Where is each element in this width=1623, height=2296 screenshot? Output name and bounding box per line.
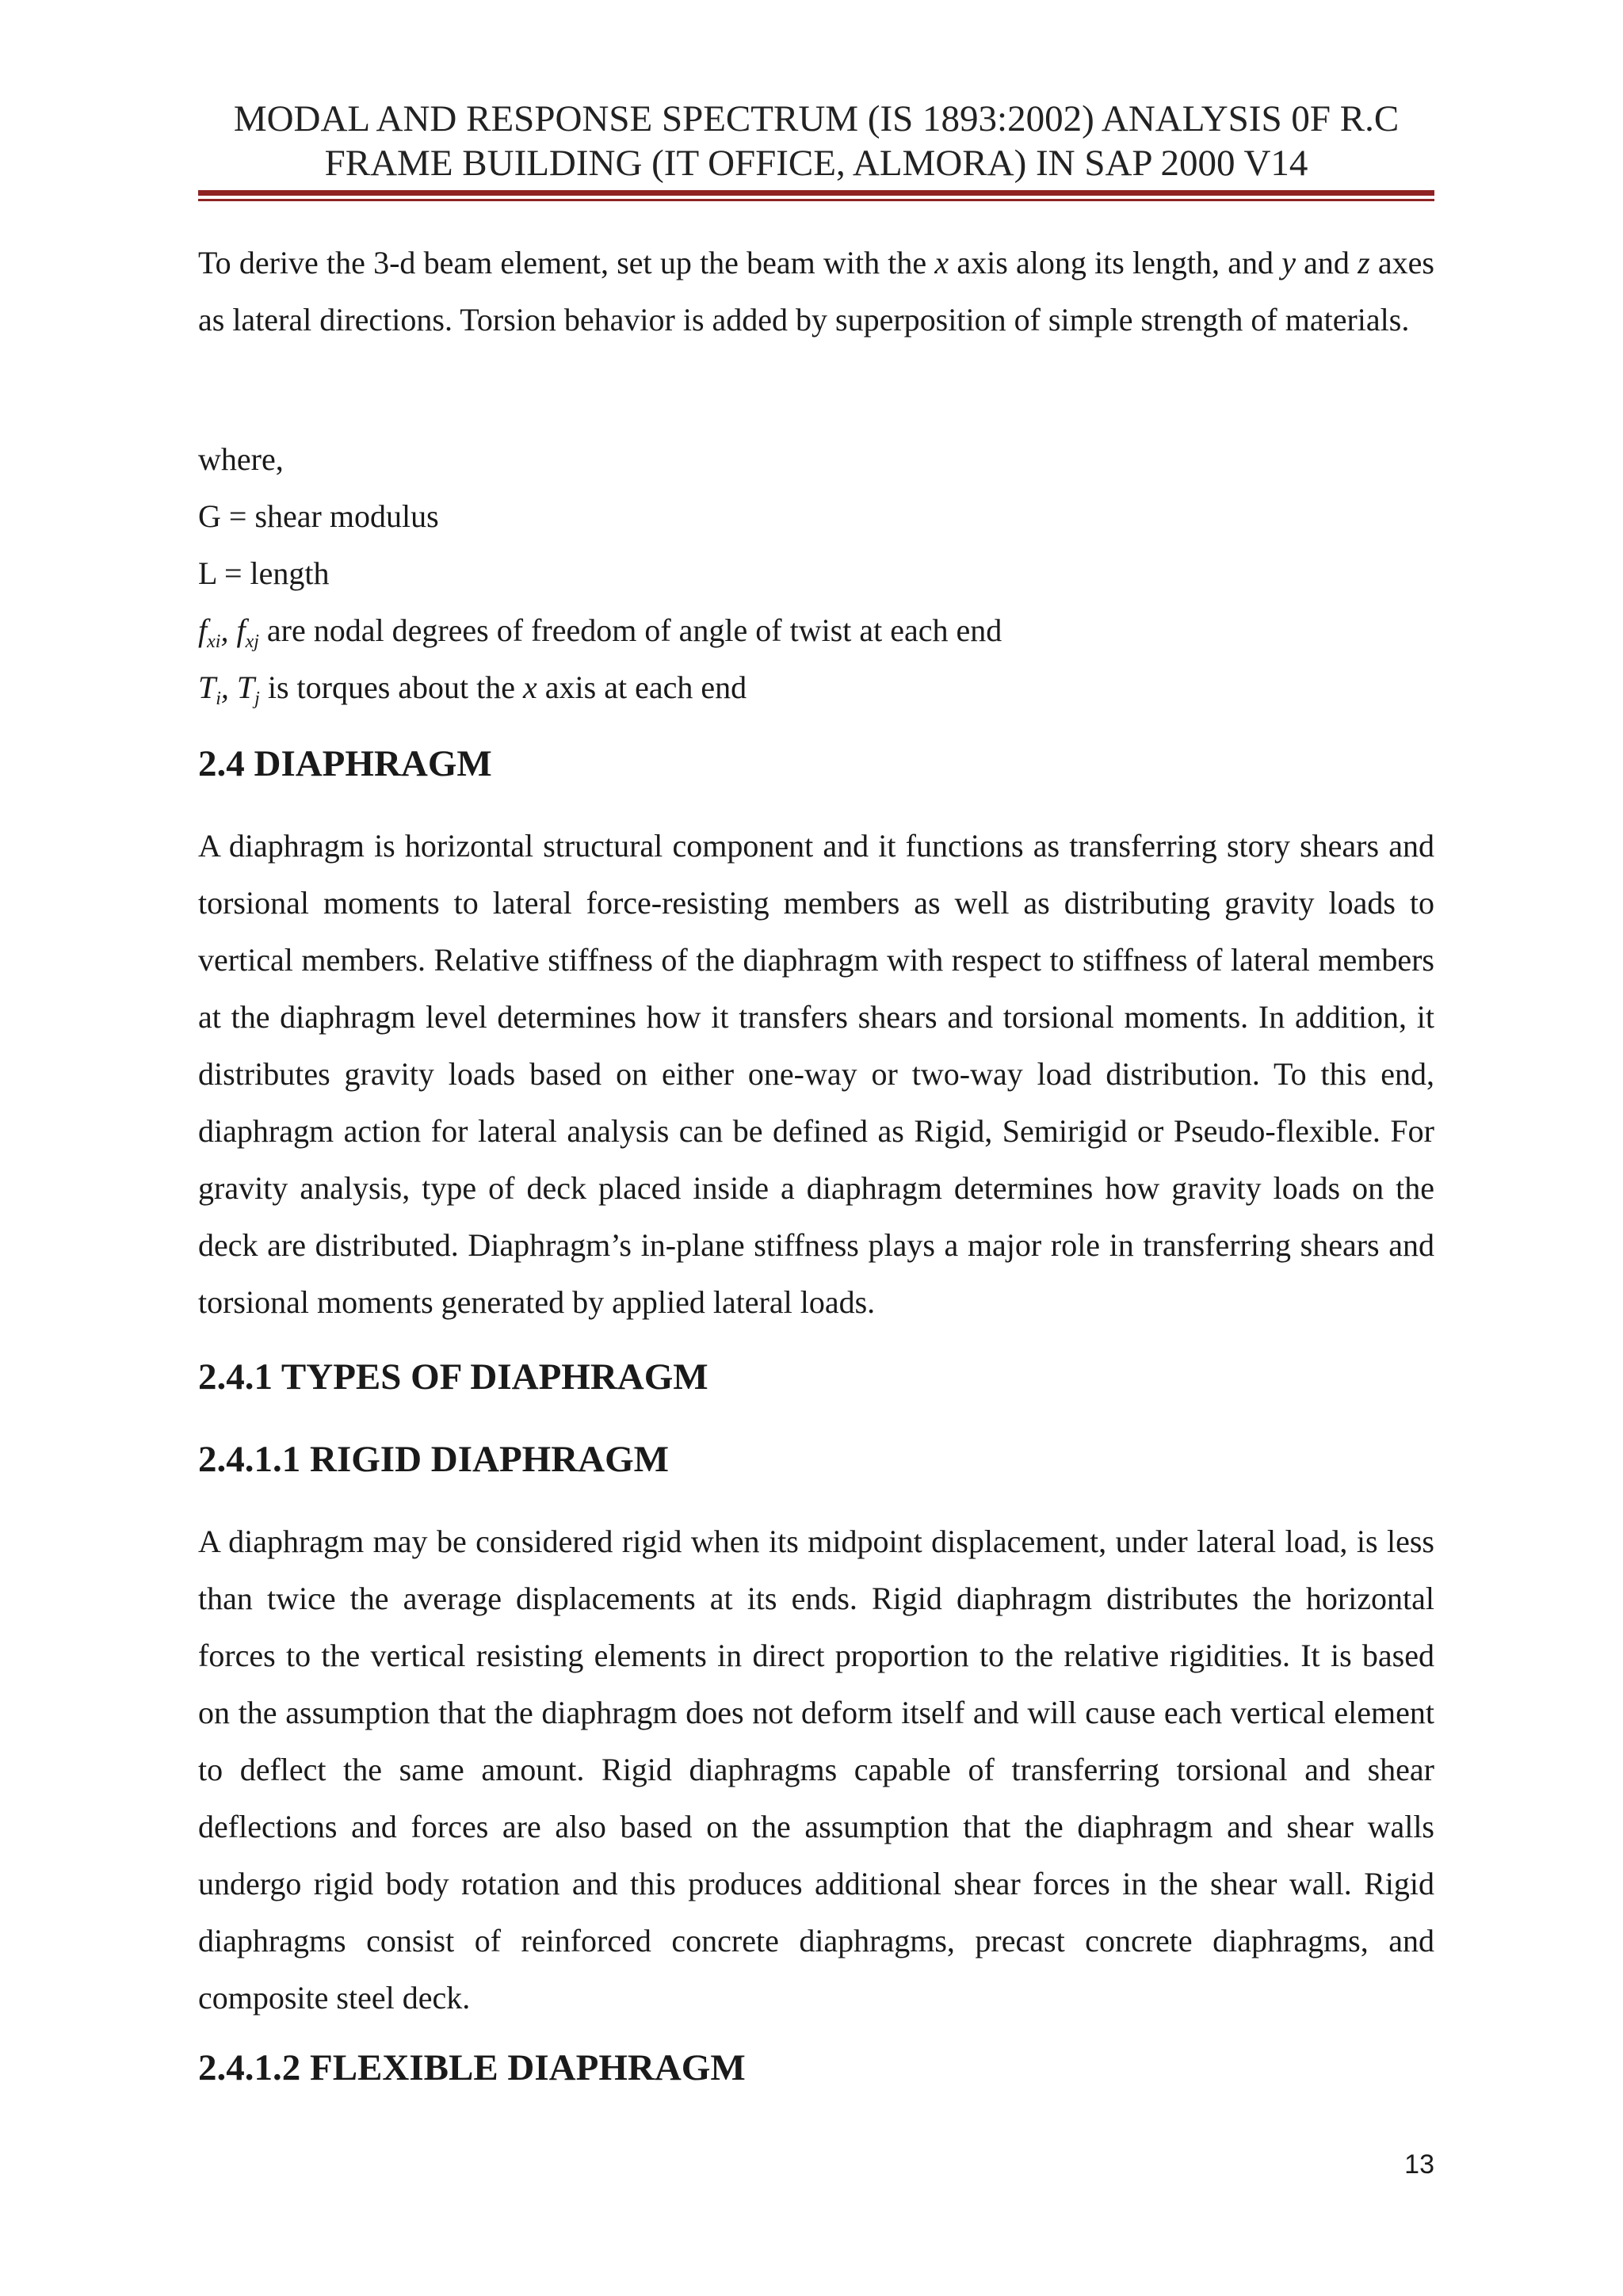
- header-line-2: FRAME BUILDING (IT OFFICE, ALMORA) IN SAP 2000 V14: [324, 143, 1308, 184]
- section-heading-2-4-1-2: 2.4.1.2 FLEXIBLE DIAPHRAGM: [198, 2047, 746, 2088]
- where-label: where,: [198, 441, 284, 477]
- section-heading-2-4-1: 2.4.1 TYPES OF DIAPHRAGM: [198, 1356, 708, 1398]
- section-heading-2-4-1-1: 2.4.1.1 RIGID DIAPHRAGM: [198, 1439, 670, 1480]
- definition-g: G = shear modulus: [198, 498, 439, 534]
- header-rule-thick: [198, 190, 1434, 196]
- section-heading-2-4: 2.4 DIAPHRAGM: [198, 743, 492, 784]
- y-symbol: y: [1281, 245, 1296, 280]
- x-symbol: x: [934, 245, 949, 280]
- intro-paragraph: To derive the 3-d beam element, set up the beam with the x axis along its length, and y and z axes as lateral directions. Torsion behavior is added by superposition of simple strength of materials.: [198, 245, 1434, 338]
- header-line-1: MODAL AND RESPONSE SPECTRUM (IS 1893:2002) ANALYSIS 0F R.C: [233, 98, 1400, 139]
- definition-l: L = length: [198, 555, 330, 591]
- definition-t: $T_i$, $T_j$ is torques about the x axis at each end: [198, 669, 747, 709]
- header-rule-thin: [198, 199, 1434, 201]
- section-2-4-paragraph: A diaphragm is horizontal structural component and it functions as transferring story shears and torsional moments to lateral force-resisting members as well as distributing gravity loads to vertical members. Relative stiffness of the diaphragm with respect to stiffness of lateral members at the diaphragm level determines how it transfers shears and torsional moments. In addition, it distributes gravity loads based on either one-way or two-way load distribution. To this end, diaphragm action for lateral analysis can be defined as Rigid, Semirigid or Pseudo-flexible. For gravity analysis, type of deck placed inside a diaphragm determines how gravity loads on the deck are distributed. Diaphragm’s in-plane stiffness plays a major role in transferring shears and torsional moments generated by applied lateral loads.: [198, 828, 1434, 1320]
- section-2-4-1-1-paragraph: A diaphragm may be considered rigid when its midpoint displacement, under lateral load, is less than twice the average displacements at its ends. Rigid diaphragm distributes the horizontal forces to the vertical resisting elements in direct proportion to the relative rigidities. It is based on the assumption that the diaphragm does not deform itself and will cause each vertical element to deflect the same amount. Rigid diaphragms capable of transferring torsional and shear deflections and forces are also based on the assumption that the diaphragm and shear walls undergo rigid body rotation and this produces additional shear forces in the shear wall. Rigid diaphragms consist of reinforced concrete diaphragms, precast concrete diaphragms, and composite steel deck.: [198, 1524, 1434, 2016]
- running-header: [198, 97, 1434, 185]
- definition-f: $f_{xi}$, $f_{xj}$ are nodal degrees of freedom of angle of twist at each end: [198, 612, 1002, 652]
- z-symbol: z: [1358, 245, 1370, 280]
- page-number: 13: [1404, 2149, 1434, 2180]
